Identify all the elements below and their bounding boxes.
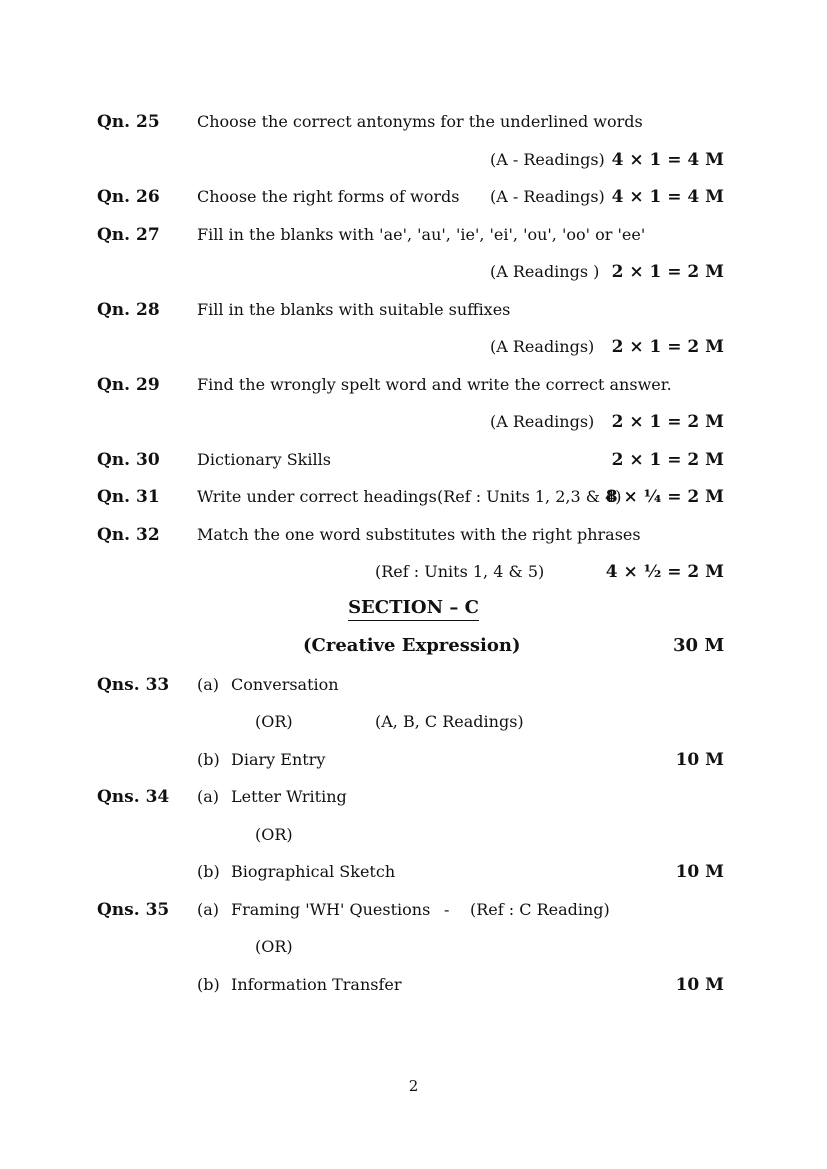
dash-separator: - — [444, 900, 450, 919]
question-number: Qn. 28 — [97, 300, 160, 320]
question-text: Fill in the blanks with 'ae', 'au', 'ie', 'ei', 'ou', 'oo' or 'ee' — [197, 225, 646, 244]
option-text: Information Transfer — [231, 975, 402, 994]
question-marks: 2 × 1 = 2 M — [611, 412, 724, 432]
section-subtitle: (Creative Expression) — [303, 635, 521, 656]
question-marks: 10 M — [675, 750, 724, 770]
option-text: Conversation — [231, 675, 339, 694]
or-label: (OR) — [255, 825, 293, 844]
option-label: (b) — [197, 862, 220, 881]
question-marks: 4 × 1 = 4 M — [611, 187, 724, 207]
question-number: Qns. 34 — [97, 787, 170, 807]
section-title: SECTION – C — [348, 597, 479, 621]
question-text: Choose the correct antonyms for the underlined words — [197, 112, 643, 131]
option-text: Diary Entry — [231, 750, 326, 769]
option-label: (b) — [197, 750, 220, 769]
question-marks: 8 × ¼ = 2 M — [605, 487, 724, 507]
question-reference: (A, B, C Readings) — [375, 712, 524, 731]
option-label: (a) — [197, 787, 220, 806]
section-heading — [0, 598, 827, 618]
question-number: Qn. 26 — [97, 187, 160, 207]
question-reference: (A Readings) — [490, 337, 595, 356]
question-marks: 4 × 1 = 4 M — [611, 150, 724, 170]
question-reference: (Ref : Units 1, 2,3 & 4) — [437, 487, 622, 506]
question-marks: 10 M — [675, 862, 724, 882]
question-reference: (A Readings ) — [490, 262, 600, 281]
option-label: (b) — [197, 975, 220, 994]
question-reference: (A Readings) — [490, 412, 595, 431]
question-text: Find the wrongly spelt word and write the correct answer. — [197, 375, 672, 394]
question-text: Match the one word substitutes with the right phrases — [197, 525, 641, 544]
question-marks: 2 × 1 = 2 M — [611, 450, 724, 470]
question-number: Qn. 29 — [97, 375, 160, 395]
question-number: Qn. 27 — [97, 225, 160, 245]
option-text: Biographical Sketch — [231, 862, 396, 881]
option-text: Letter Writing — [231, 787, 347, 806]
question-text: Choose the right forms of words — [197, 187, 460, 206]
question-number: Qn. 31 — [97, 487, 160, 507]
question-marks: 2 × 1 = 2 M — [611, 337, 724, 357]
question-number: Qns. 35 — [97, 900, 170, 920]
question-marks: 10 M — [675, 975, 724, 995]
option-label: (a) — [197, 900, 220, 919]
question-reference: (Ref : Units 1, 4 & 5) — [375, 562, 545, 581]
question-marks: 4 × ½ = 2 M — [605, 562, 724, 582]
question-text: Fill in the blanks with suitable suffixes — [197, 300, 511, 319]
question-reference: (A - Readings) — [490, 150, 605, 169]
page-number: 2 — [408, 1077, 419, 1095]
option-text: Framing 'WH' Questions — [231, 900, 431, 919]
question-marks: 2 × 1 = 2 M — [611, 262, 724, 282]
question-text: Dictionary Skills — [197, 450, 331, 469]
question-number: Qn. 30 — [97, 450, 160, 470]
question-text: Write under correct headings — [197, 487, 437, 506]
question-reference: (A - Readings) — [490, 187, 605, 206]
section-marks: 30 M — [673, 635, 725, 656]
or-label: (OR) — [255, 712, 293, 731]
question-number: Qn. 32 — [97, 525, 160, 545]
option-label: (a) — [197, 675, 220, 694]
or-label: (OR) — [255, 937, 293, 956]
question-reference: (Ref : C Reading) — [470, 900, 610, 919]
question-number: Qn. 25 — [97, 112, 160, 132]
question-number: Qns. 33 — [97, 675, 170, 695]
